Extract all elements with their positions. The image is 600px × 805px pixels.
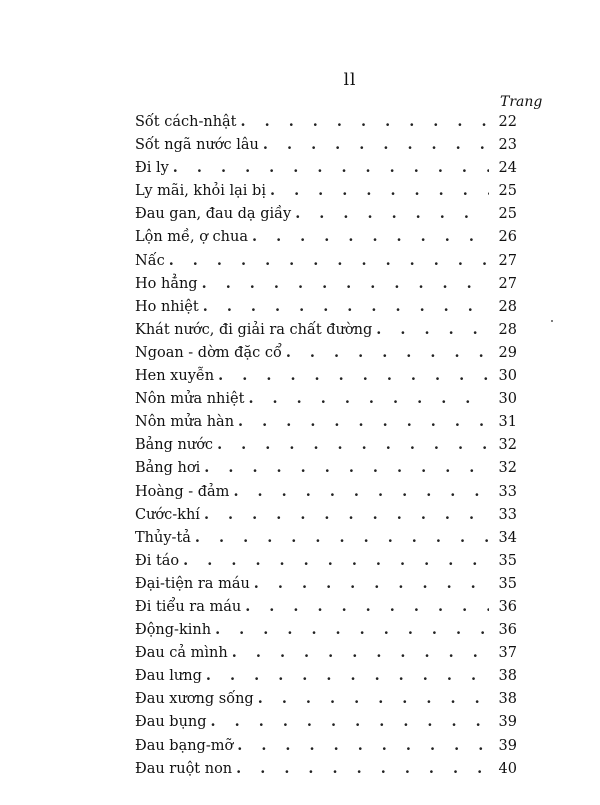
entry-title: Ho hẳng	[135, 275, 198, 292]
toc-entry	[135, 295, 517, 318]
dot-leader	[202, 272, 489, 295]
entry-title: Đau ruột non	[135, 760, 233, 777]
entry-page: 33	[498, 483, 517, 500]
entry-title: Ho nhiệt	[135, 298, 199, 315]
entry-page: 38	[498, 691, 517, 708]
dot-leader	[173, 156, 489, 179]
entry-page: 29	[498, 344, 517, 361]
dot-leader	[236, 757, 489, 780]
entry-title: Đau bạng-mỡ	[135, 737, 234, 754]
dot-leader	[252, 225, 489, 248]
page-number: ll	[343, 70, 357, 90]
toc-entry	[135, 387, 517, 410]
entry-title: Nôn mửa nhiệt	[135, 391, 245, 408]
dot-leader	[195, 526, 489, 549]
entry-page: 22	[498, 114, 517, 130]
entry-page: 39	[498, 737, 517, 754]
entry-page: 28	[498, 298, 517, 315]
toc-entry	[135, 664, 517, 687]
toc-entry	[135, 526, 517, 549]
entry-title: Bảng hơi	[135, 460, 201, 477]
entry-page: 37	[498, 645, 517, 662]
dot-leader	[237, 734, 489, 757]
entry-title: Hoàng - đảm	[135, 483, 230, 500]
entry-title: Nôn mửa hàn	[135, 414, 235, 431]
dot-leader	[270, 179, 489, 202]
toc-entry	[135, 202, 517, 225]
dot-leader	[233, 480, 489, 503]
dot-leader	[376, 318, 489, 341]
entry-title: Đau lưng	[135, 668, 202, 685]
entry-title: Đau bụng	[135, 714, 207, 731]
toc-entry	[135, 503, 517, 526]
dot-leader	[258, 687, 489, 710]
toc-entry	[135, 110, 517, 133]
toc-entry	[135, 641, 517, 664]
entry-page: 30	[498, 391, 517, 408]
entry-title: Khát nước, đi giải ra chất đường	[135, 321, 373, 338]
dot-leader	[203, 295, 489, 318]
dot-leader	[218, 364, 489, 387]
dot-leader	[241, 110, 489, 133]
entry-page: 33	[498, 506, 517, 523]
entry-title: Đi táo	[135, 552, 180, 569]
toc-entry	[135, 433, 517, 456]
entry-page: 32	[498, 460, 517, 477]
entry-page: 23	[498, 137, 517, 154]
page-column-heading: Trang	[500, 94, 543, 110]
entry-title: Hen xuyễn	[135, 368, 215, 385]
entry-page: 30	[498, 368, 517, 385]
entry-title: Đại-tiện ra máu	[135, 575, 250, 592]
toc-entry	[135, 618, 517, 641]
entry-page: 24	[498, 160, 517, 177]
toc-entry	[135, 572, 517, 595]
toc-entry	[135, 757, 517, 780]
toc-entry	[135, 456, 517, 479]
dot-leader	[204, 503, 489, 526]
entry-title: Đi ly	[135, 160, 169, 177]
entry-page: 36	[498, 622, 517, 639]
toc-entry	[135, 480, 517, 503]
dot-leader	[245, 595, 489, 618]
table-of-contents	[135, 110, 517, 780]
entry-title: Nấc	[135, 252, 165, 269]
dot-leader	[211, 710, 489, 733]
toc-entry	[135, 364, 517, 387]
toc-entry	[135, 710, 517, 733]
dot-leader	[206, 664, 489, 687]
entry-title: Cước-khí	[135, 506, 200, 523]
entry-title: Đi tiểu ra máu	[135, 598, 242, 615]
toc-entry	[135, 341, 517, 364]
dot-leader	[217, 433, 489, 456]
toc-entry	[135, 734, 517, 757]
entry-page: 39	[498, 714, 517, 731]
toc-entry	[135, 410, 517, 433]
toc-entry	[135, 687, 517, 710]
entry-page: 28	[498, 321, 517, 338]
entry-title: Đau gan, đau dạ giầy	[135, 206, 292, 223]
entry-title: Sốt ngã nước lâu	[135, 137, 259, 154]
dot-leader	[295, 202, 489, 225]
toc-entry	[135, 549, 517, 572]
entry-page: 25	[498, 183, 517, 200]
entry-page: 32	[498, 437, 517, 454]
toc-entry	[135, 156, 517, 179]
entry-title: Đau cả mình	[135, 645, 228, 662]
entry-title: Bảng nước	[135, 437, 214, 454]
entry-page: 27	[498, 275, 517, 292]
dot-leader	[238, 410, 489, 433]
entry-page: 26	[498, 229, 517, 246]
toc-entry	[135, 133, 517, 156]
entry-page: 31	[498, 414, 517, 431]
entry-page: 36	[498, 598, 517, 615]
dot-leader	[204, 456, 489, 479]
entry-title: Ngoan - dờm đặc cổ	[135, 344, 282, 361]
dot-leader	[215, 618, 489, 641]
toc-entry	[135, 272, 517, 295]
toc-entry	[135, 179, 517, 202]
dot-leader	[232, 641, 489, 664]
stray-ink-mark	[551, 320, 553, 322]
entry-page: 38	[498, 668, 517, 685]
entry-page: 34	[498, 529, 517, 546]
entry-title: Động-kinh	[135, 622, 212, 639]
dot-leader	[254, 572, 489, 595]
entry-page: 40	[498, 760, 517, 777]
toc-entry	[135, 318, 517, 341]
entry-title: Thủy-tả	[135, 529, 191, 546]
dot-leader	[169, 249, 489, 272]
entry-page: 25	[498, 206, 517, 223]
entry-title: Ly mãi, khỏi lại bị	[135, 183, 266, 200]
dot-leader	[248, 387, 489, 410]
toc-entry	[135, 249, 517, 272]
entry-title: Sốt cách-nhật	[135, 114, 237, 130]
entry-page: 35	[498, 575, 517, 592]
dot-leader	[286, 341, 489, 364]
dot-leader	[183, 549, 489, 572]
dot-leader	[263, 133, 489, 156]
entry-title: Đau xương sống	[135, 691, 254, 708]
entry-page: 35	[498, 552, 517, 569]
entry-title: Lộn mề, ợ chua	[135, 229, 248, 246]
toc-entry	[135, 595, 517, 618]
entry-page: 27	[498, 252, 517, 269]
toc-entry	[135, 225, 517, 248]
